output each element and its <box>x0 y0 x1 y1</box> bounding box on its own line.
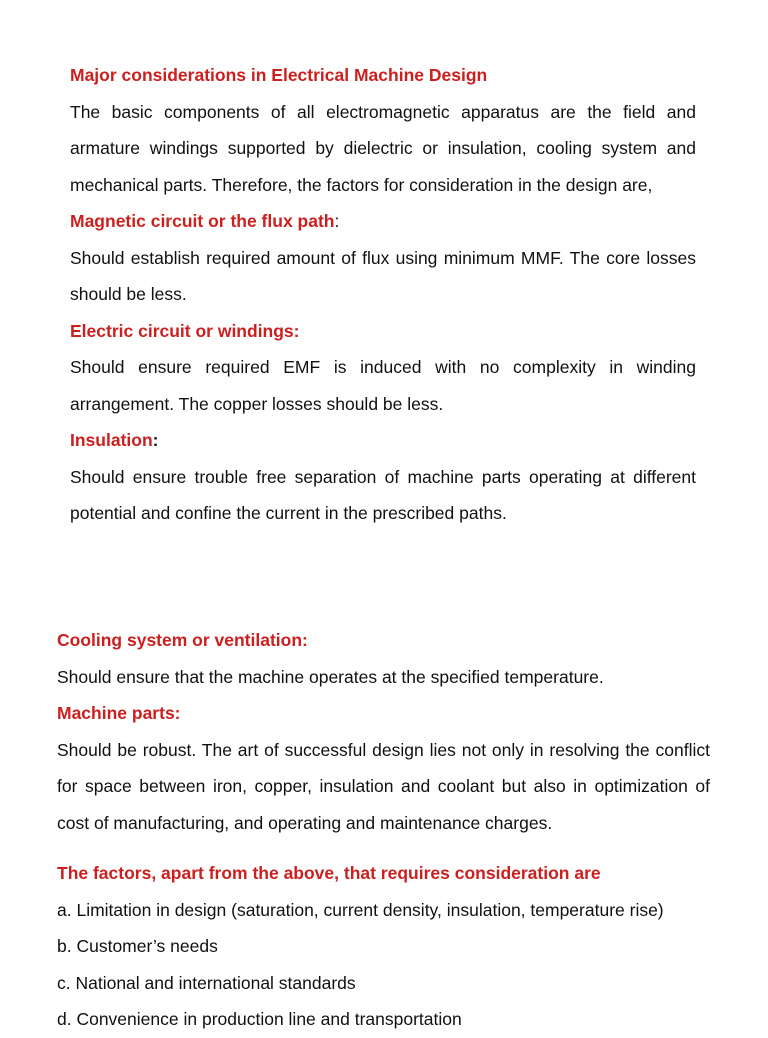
machine-parts-heading: Machine parts: <box>57 703 181 723</box>
section-page-bottom <box>57 622 710 1038</box>
intro-paragraph: The basic components of all electromagnetic apparatus are the field and armature windings supported by dielectric or insulation, cooling system and mechanical parts. Therefore, the factors for consideration in the design are, <box>70 101 696 195</box>
factor-item-b: b. Customer’s needs <box>57 936 218 956</box>
factor-item-c: c. National and international standards <box>57 972 356 993</box>
electric-circuit-heading: Electric circuit or windings: <box>70 320 300 341</box>
cooling-paragraph: Should ensure that the machine operates at the specified temperature. <box>57 666 604 687</box>
section-page-top <box>70 57 696 532</box>
insulation-heading-text: Insulation <box>70 430 153 450</box>
factors-heading: The factors, apart from the above, that requires consideration are <box>57 863 601 883</box>
factor-item-a: a. Limitation in design (saturation, current density, insulation, temperature rise) <box>57 899 664 920</box>
magnetic-circuit-paragraph: Should establish required amount of flux using minimum MMF. The core losses should be less. <box>70 247 696 304</box>
section-title: Major considerations in Electrical Machine Design <box>70 65 488 85</box>
insulation-paragraph: Should ensure trouble free separation of machine parts operating at different potential and confine the current in the prescribed paths. <box>70 466 696 523</box>
machine-parts-paragraph: Should be robust. The art of successful design lies not only in resolving the conflict for space between iron, copper, insulation and coolant but also in optimization of cost of manufacturing, and operating and maintenance charges. <box>57 739 710 833</box>
factor-item-d: d. Convenience in production line and transportation <box>57 1009 462 1029</box>
magnetic-circuit-heading <box>70 203 696 240</box>
magnetic-circuit-heading-colon: : <box>334 211 340 231</box>
insulation-heading <box>70 422 696 459</box>
electric-circuit-paragraph: Should ensure required EMF is induced with no complexity in winding arrangement. The copper losses should be less. <box>70 357 696 414</box>
insulation-heading-colon: : <box>152 430 159 450</box>
cooling-heading: Cooling system or ventilation: <box>57 630 308 650</box>
magnetic-circuit-heading-text: Magnetic circuit or the flux path <box>70 211 335 231</box>
